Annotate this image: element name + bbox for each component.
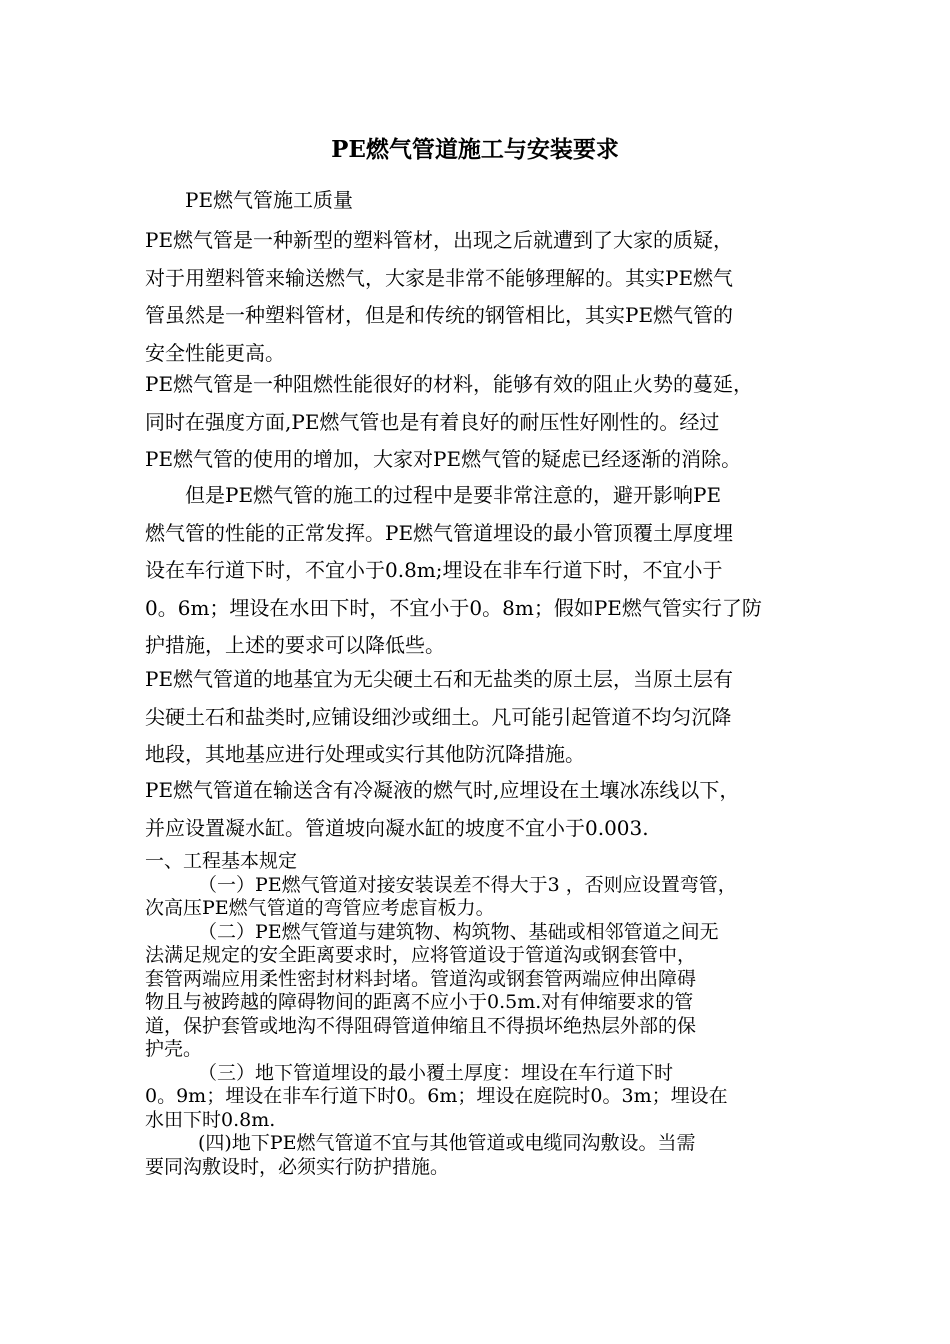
regulations-section [145,850,813,1179]
regulation-line: 次高压PE燃气管道的弯管应考虑盲板力。 [145,897,495,919]
paragraph-line: 燃气管的性能的正常发挥。PE燃气管道埋设的最小管顶覆土厚度埋 [145,520,734,545]
regulation-line: 0。9m；埋设在非车行道下时0。6m；埋设在庭院时0。3m；埋设在 [145,1085,728,1107]
paragraph-line: 地段，其地基应进行处理或实行其他防沉降措施。 [145,742,585,766]
paragraph-4 [145,661,813,774]
regulation-line: 物且与被跨越的障碍物间的距离不应小于0.5m.对有伸缩要求的管 [145,991,694,1013]
regulation-line: 水田下时0.8m. [145,1108,276,1131]
regulation-line: 要同沟敷设时，必须实行防护措施。 [145,1155,450,1178]
paragraph-5 [145,772,813,847]
regulation-line: （一）PE燃气管道对接安装误差不得大于3 ，否则应设置弯管， [198,873,737,896]
paragraph-line: PE燃气管道在输送含有冷凝液的燃气时,应埋设在土壤冰冻线以下， [145,778,740,802]
regulation-line: （二）PE燃气管道与建筑物、构筑物、基础或相邻管道之间无 [198,920,719,943]
paragraph-line: 对于用塑料管来输送燃气，大家是非常不能够理解的。其实PE燃气 [145,265,734,290]
section-subtitle: PE燃气管施工质量 [185,188,354,212]
paragraph-line: 安全性能更高。 [145,340,285,365]
paragraph-line: 护措施，上述的要求可以降低些。 [145,633,445,657]
paragraph-line: 并应设置凝水缸。管道坡向凝水缸的坡度不宜小于0.003. [145,815,649,840]
paragraph-line: 管虽然是一种塑料管材，但是和传统的钢管相比，其实PE燃气管的 [145,303,734,327]
paragraph-line: 同时在强度方面,PE燃气管也是有着良好的耐压性好刚性的。经过 [145,409,720,434]
paragraph-line: PE燃气管道的地基宜为无尖硬土石和无盐类的原土层，当原土层有 [145,667,734,691]
regulation-line: 护壳。 [145,1038,203,1060]
regulation-line: (四)地下PE燃气管道不宜与其他管道或电缆同沟敷设。当需 [198,1132,696,1154]
paragraph-line: PE燃气管的使用的增加，大家对PE燃气管的疑虑已经逐渐的消除。 [145,447,742,471]
paragraph-2 [145,366,813,479]
section-heading: 一、工程基本规定 [145,850,298,872]
paragraph-line: 尖硬土石和盐类时,应铺设细沙或细土。凡可能引起管道不均匀沉降 [145,704,732,729]
paragraph-line: 0。6m；埋设在水田下时，不宜小于0。8m；假如PE燃气管实行了防 [145,595,762,620]
page-title: PE燃气管道施工与安装要求 [331,136,619,163]
paragraph-line: PE燃气管是一种新型的塑料管材，出现之后就遭到了大家的质疑， [145,228,734,252]
paragraph-line: PE燃气管是一种阻燃性能很好的材料，能够有效的阻止火势的蔓延， [145,372,754,396]
regulation-line: 道，保护套管或地沟不得阻碍管道伸缩且不得损坏绝热层外部的保 [145,1014,697,1037]
paragraph-1 [145,222,813,372]
regulation-line: 法满足规定的安全距离要求时，应将管道设于管道沟或钢套管中， [145,944,697,966]
regulation-line: （三）地下管道埋设的最小覆土厚度：埋设在车行道下时 [198,1061,674,1084]
paragraph-line: 但是PE燃气管的施工的过程中是要非常注意的，避开影响PE [185,483,722,507]
regulation-line: 套管两端应用柔性密封材料封堵。管道沟或钢套管两端应伸出障碍 [145,967,697,990]
paragraph-line: 设在车行道下时，不宜小于0.8m;埋设在非车行道下时，不宜小于 [145,558,723,582]
paragraph-3 [145,477,813,665]
